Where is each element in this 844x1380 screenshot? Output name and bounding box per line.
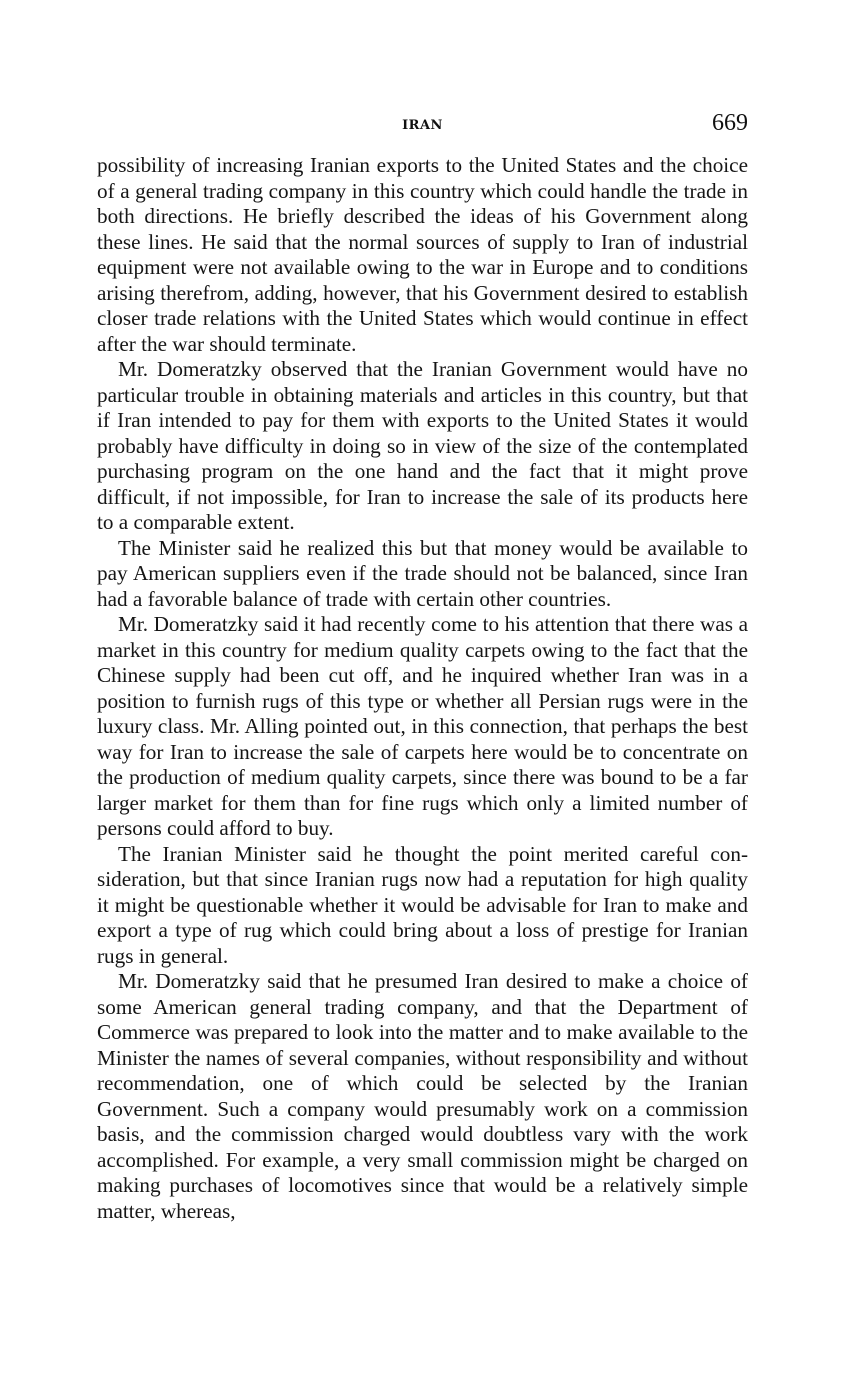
paragraph: The Minister said he realized this but that money would be available to pay American suppliers even if the trade should not be balanced, since Iran had a favorable balance of trade with certain other countries. xyxy=(97,535,748,611)
page-header xyxy=(97,110,748,140)
body-text xyxy=(97,153,748,1224)
paragraph: Mr. Domeratzky said it had recently come to his attention that there was a market in this country for medium quality carpets owing to the fact that the Chinese supply had been cut off, and he inquired whether Iran was in a position to furnish rugs of this type or whether all Persian rugs were in the luxury class. Mr. Alling pointed out, in this connection, that perhaps the best way for Iran to increase the sale of carpets here would be to concentrate on the production of medium quality carpets, since there was bound to be a far larger market for them than for fine rugs which only a limited number of persons could afford to buy. xyxy=(97,612,748,840)
paragraph: Mr. Domeratzky observed that the Iranian Government would have no particular trouble in obtaining materials and articles in this country, but that if Iran intended to pay for them with exports to the United States it would probably have difficulty in doing so in view of the size of the contemplated purchasing program on the one hand and the fact that it might prove difficult, if not impossible, for Iran to increase the sale of its products here to a comparable extent. xyxy=(97,357,748,534)
paragraph: Mr. Domeratzky said that he presumed Iran desired to make a choice of some American general trading company, and that the Department of Commerce was prepared to look into the matter and to make available to the Minister the names of several companies, without responsibility and without recommendation, one of which could be selected by the Iranian Government. Such a company would presumably work on a commission basis, and the commission charged would doubtless vary with the work accomplished. For example, a very small commission might be charged on making purchases of locomotives since that would be a relatively simple matter, whereas, xyxy=(97,969,748,1223)
running-head: IRAN xyxy=(402,118,443,133)
page-number: 669 xyxy=(712,110,748,136)
paragraph-continued: possibility of increasing Iranian exports to the United States and the choice of a general trading company in this country which could handle the trade in both directions. He briefly described the ideas of his Government along these lines. He said that the normal sources of supply to Iran of industrial equipment were not available owing to the war in Europe and to conditions arising therefrom, adding, however, that his Government desired to establish closer trade relations with the United States which would continue in effect after the war should terminate. xyxy=(97,153,748,356)
paragraph: The Iranian Minister said he thought the point merited careful consideration, but that since Iranian rugs now had a reputation for high quality it might be questionable whether it would be advisable for Iran to make and export a type of rug which could bring about a loss of prestige for Iranian rugs in general. xyxy=(97,841,748,968)
